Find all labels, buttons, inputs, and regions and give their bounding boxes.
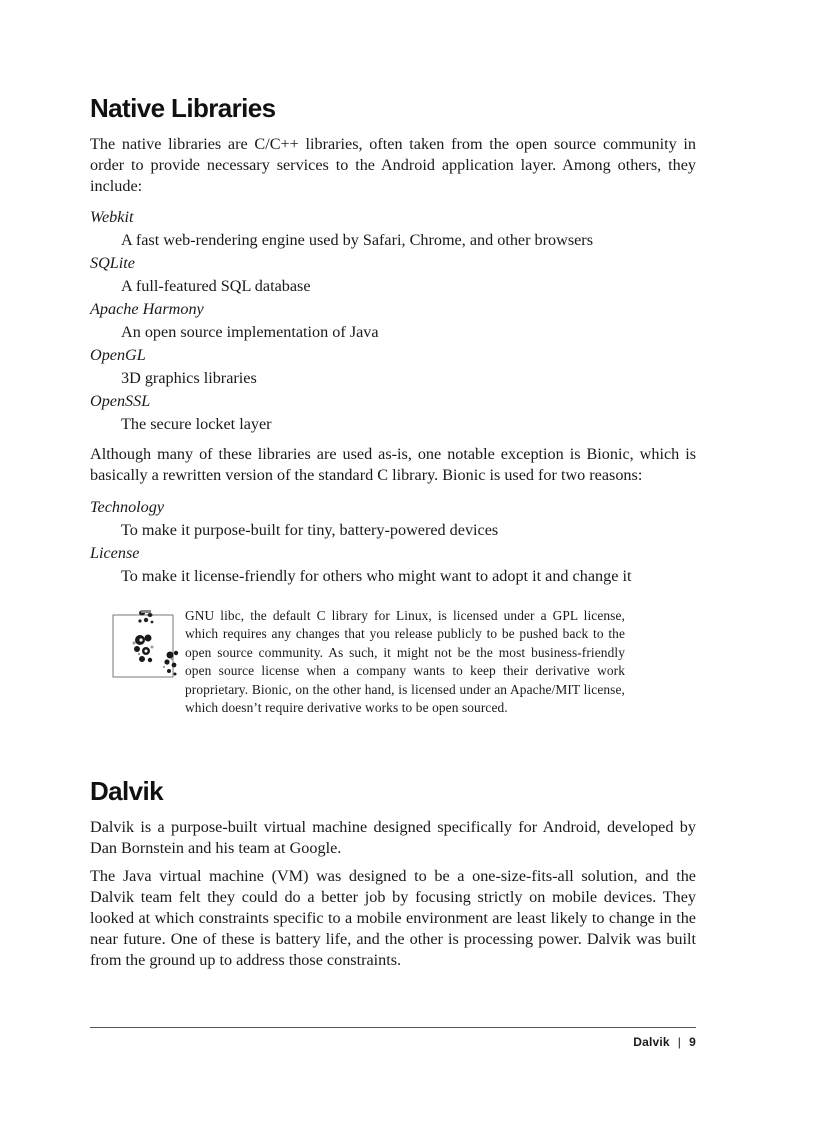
list-desc: An open source implementation of Java bbox=[121, 323, 379, 341]
list-term: OpenSSL bbox=[90, 392, 151, 410]
section-heading-native-libraries: Native Libraries bbox=[90, 93, 276, 123]
list-term: Webkit bbox=[90, 208, 134, 226]
list-desc: To make it purpose-built for tiny, battery-powered devices bbox=[121, 521, 499, 539]
native-libraries-intro: The native libraries are C/C++ libraries, often taken from the open source community in order to provide necessary services to the Android application layer. Among others, they include: bbox=[90, 135, 696, 195]
tip-note bbox=[90, 607, 696, 767]
dalvik-paragraph-1: Dalvik is a purpose-built virtual machine designed specifically for Android, developed by Dan Bornstein and his team at Google. bbox=[90, 818, 696, 857]
footer-section-title: Dalvik bbox=[633, 1035, 670, 1049]
tip-note-text: GNU libc, the default C library for Linux, is licensed under a GPL license, which requires any changes that you release publicly to be pushed back to the open source community. As such, it might not be the most business-friendly open source license when a company wants to keep their derivative work proprietary. Bionic, on the other hand, is licensed under an Apache/MIT license, which doesn’t require derivative works to be open sourced. bbox=[185, 608, 625, 716]
list-term: Technology bbox=[90, 498, 165, 516]
native-libraries-list bbox=[90, 206, 696, 436]
list-term: License bbox=[90, 544, 140, 562]
list-desc: 3D graphics libraries bbox=[121, 369, 257, 387]
page-footer bbox=[633, 1035, 696, 1049]
dalvik-paragraph-2: The Java virtual machine (VM) was designed to be a one-size-fits-all solution, and the Dalvik team felt they could do a better job by focusing strictly on mobile devices. They looked at which constraints specific to a mobile environment are least likely to change in the near future. One of these is battery life, and the other is processing power. Dalvik was built from the ground up to address those constraints. bbox=[90, 867, 696, 969]
bionic-paragraph: Although many of these libraries are used as-is, one notable exception is Bionic, which is basically a rewritten version of the standard C library. Bionic is used for two reasons: bbox=[90, 445, 696, 484]
page-number: 9 bbox=[689, 1035, 696, 1049]
raccoon-tip-icon bbox=[112, 607, 182, 685]
list-desc: The secure locket layer bbox=[121, 415, 272, 433]
list-term: SQLite bbox=[90, 254, 135, 272]
list-desc: To make it license-friendly for others who might want to adopt it and change it bbox=[121, 567, 632, 585]
footer-separator: | bbox=[677, 1035, 682, 1049]
list-term: Apache Harmony bbox=[90, 300, 204, 318]
list-desc: A fast web-rendering engine used by Safari, Chrome, and other browsers bbox=[121, 231, 593, 249]
footer-rule bbox=[90, 1027, 696, 1028]
list-term: OpenGL bbox=[90, 346, 146, 364]
section-heading-dalvik: Dalvik bbox=[90, 776, 164, 806]
bionic-reasons-list bbox=[90, 496, 696, 588]
list-desc: A full-featured SQL database bbox=[121, 277, 311, 295]
